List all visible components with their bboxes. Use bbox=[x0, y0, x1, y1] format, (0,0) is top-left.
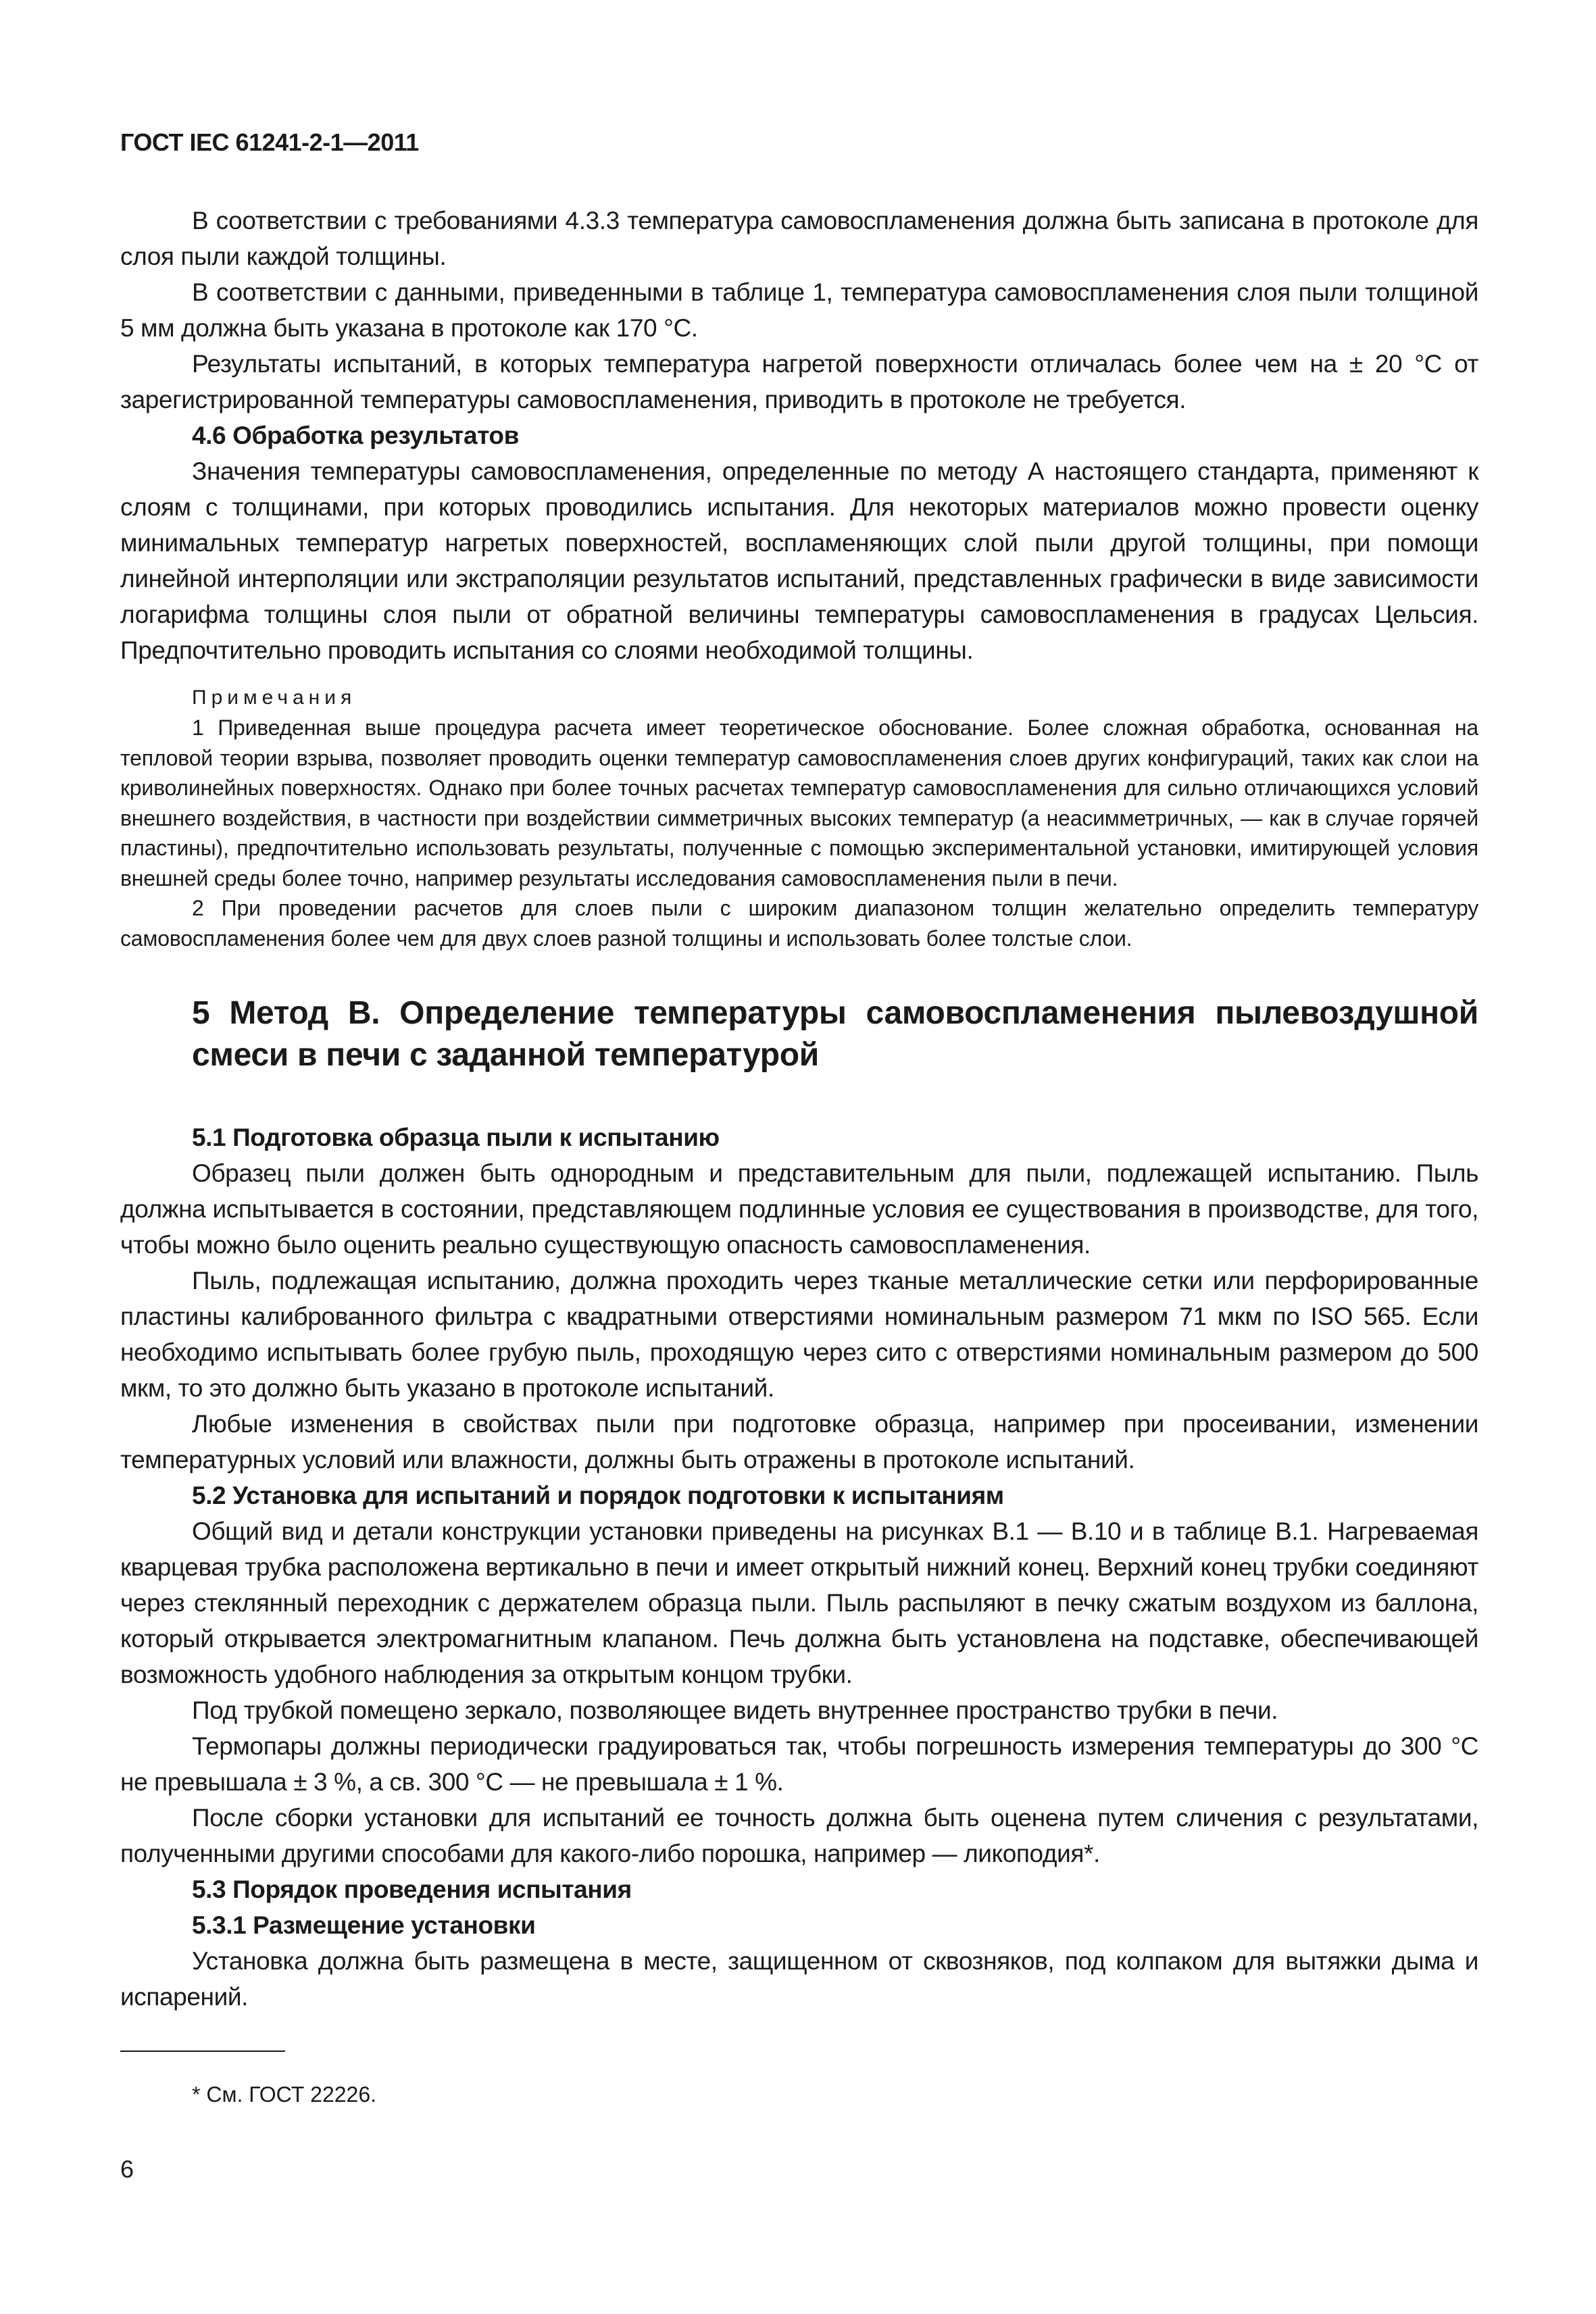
paragraph: После сборки установки для испытаний ее точность должна быть оценена путем сличения с результатами, полученными другими способами для какого-либо порошка, например — ликоподия*. bbox=[120, 1804, 1478, 1867]
subsection-heading-4-6: 4.6 Обработка результатов bbox=[192, 422, 519, 449]
running-header: ГОСТ IEC 61241-2-1—2011 bbox=[120, 128, 419, 156]
paragraph: Пыль, подлежащая испытанию, должна проходить через тканые металлические сетки или перфорированные пластины калиброванного фильтра с квадратными отверстиями номинальным размером 71 мкм по ISO 565. Если необходимо испытывать более грубую пыль, проходящую через сито с отверстиями номинальным размером до 500 мкм, то это должно быть указано в протоколе испытаний. bbox=[120, 1267, 1478, 1402]
paragraph: В соответствии с данными, приведенными в таблице 1, температура самовоспламенения слоя пыли толщиной 5 мм должна быть указана в протоколе как 170 °С. bbox=[120, 278, 1478, 342]
notes-label: Примечания bbox=[192, 686, 357, 709]
paragraph: Общий вид и детали конструкции установки приведены на рисунках В.1 — В.10 и в таблице В.1. Нагреваемая кварцевая трубка расположена вертикально в печи и имеет открытый нижний конец. Верхний конец трубки соединяют через стеклянный переходник с держателем образца пыли. Пыль распыляют в печку сжатым воздухом из баллона, который открывается электромагнитным клапаном. Печь должна быть установлена на подставке, обеспечивающей возможность удобного наблюдения за открытым концом трубки. bbox=[120, 1517, 1478, 1688]
subsection-heading-5-1: 5.1 Подготовка образца пыли к испытанию bbox=[192, 1124, 720, 1151]
footnote-divider bbox=[120, 2051, 285, 2052]
paragraph: В соответствии с требованиями 4.3.3 температура самовоспламенения должна быть записана в протоколе для слоя пыли каждой толщины. bbox=[120, 207, 1478, 270]
subsection-heading-5-2: 5.2 Установка для испытаний и порядок подготовки к испытаниям bbox=[192, 1482, 1004, 1509]
paragraph: Установка должна быть размещена в месте, защищенном от сквозняков, под колпаком для вытяжки дыма и испарений. bbox=[120, 1947, 1478, 2011]
subsection-heading-5-3: 5.3 Порядок проведения испытания bbox=[192, 1876, 632, 1903]
paragraph: Результаты испытаний, в которых температура нагретой поверхности отличалась более чем на ± 20 °С от зарегистрированной температуры самовоспламенения, приводить в протоколе не требуется. bbox=[120, 350, 1478, 413]
page-number: 6 bbox=[120, 2155, 134, 2183]
page-body bbox=[120, 203, 1478, 2015]
paragraph: Термопары должны периодически градуироваться так, чтобы погрешность измерения температуры до 300 °С не превышала ± 3 %, а св. 300 °С — не превышала ± 1 %. bbox=[120, 1732, 1478, 1796]
paragraph: Под трубкой помещено зеркало, позволяющее видеть внутреннее пространство трубки в печи. bbox=[192, 1696, 1278, 1724]
subsection-heading-5-3-1: 5.3.1 Размещение установки bbox=[192, 1911, 536, 1939]
paragraph: Значения температуры самовоспламенения, определенные по методу А настоящего стандарта, применяют к слоям с толщинами, при которых проводились испытания. Для некоторых материалов можно провести оценку минимальных температур нагретых поверхностей, воспламеняющих слой пыли другой толщины, при помощи линейной интерполяции или экстраполяции результатов испытаний, представленных графически в виде зависимости логарифма толщины слоя пыли от обратной величины температуры самовоспламенения в градусах Цельсия. Предпочтительно проводить испытания со слоями необходимой толщины. bbox=[120, 457, 1478, 664]
footnote: * См. ГОСТ 22226. bbox=[192, 2082, 377, 2107]
paragraph: Любые изменения в свойствах пыли при подготовке образца, например при просеивании, изменении температурных условий или влажности, должны быть отражены в протоколе испытаний. bbox=[120, 1410, 1478, 1474]
note-1: 1 Приведенная выше процедура расчета имеет теоретическое обоснование. Более сложная обработка, основанная на тепловой теории взрыва, позволяет проводить оценки температур самовоспламенения слоев других конфигураций, таких как слои на криволинейных поверхностях. Однако при более точных расчетах температур самовоспламенения для сильно отличающихся условий внешнего воздействия, в частности при воздействии симметричных высоких температур (а неасимметричных, — как в случае горячей пластины), предпочтительно использовать результаты, полученные с помощью экспериментальной установки, имитирующей условия внешней среды более точно, например результаты исследования самовоспламенения пыли в печи. bbox=[120, 715, 1478, 890]
paragraph: Образец пыли должен быть однородным и представительным для пыли, подлежащей испытанию. Пыль должна испытывается в состоянии, представляющем подлинные условия ее существования в производстве, для того, чтобы можно было оценить реально существующую опасность самовоспламенения. bbox=[120, 1159, 1478, 1259]
note-2: 2 При проведении расчетов для слоев пыли с широким диапазоном толщин желательно определить температуру самовоспламенения более чем для двух слоев разной толщины и использовать более толстые слои. bbox=[120, 896, 1478, 951]
section-heading-5: 5 Метод В. Определение температуры самовоспламенения пылевоздушной смеси в печи с заданной температурой bbox=[192, 995, 1478, 1073]
